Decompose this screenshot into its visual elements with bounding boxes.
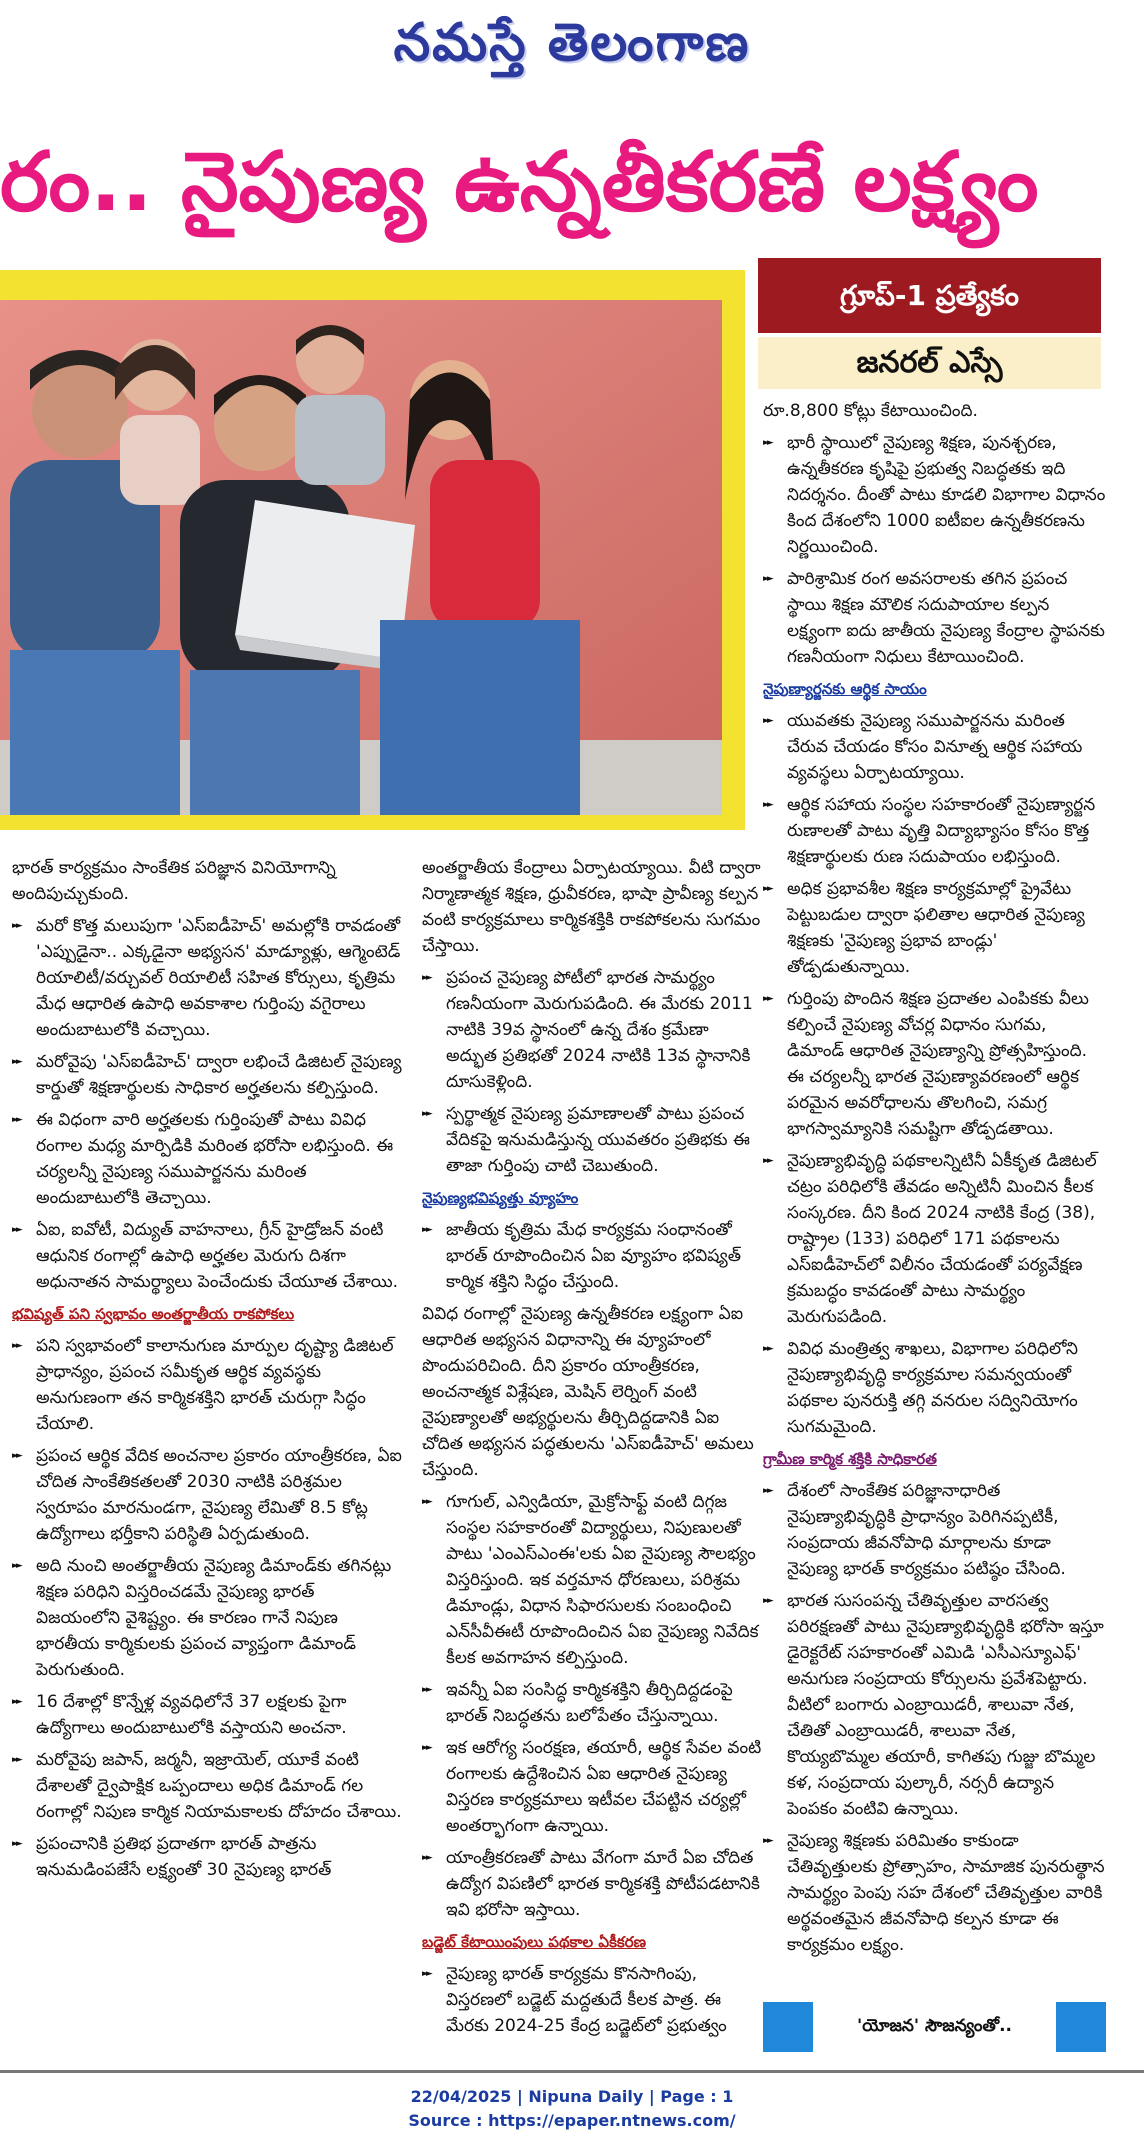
bullet-paragraph: ►► ప్రపంచానికి ప్రతిభ ప్రదాతగా భారత్ పాత్రను ఇనుమడింపజేసే లక్ష్యంతో 30 నైపుణ్య భారత్ [12,1831,402,1883]
footer-date-page: 22/04/2025 | Nipuna Daily | Page : 1 [410,2087,734,2106]
bullet-paragraph: ►► యాంత్రీకరణతో పాటు వేగంగా మారే ఏఐ చోదిత ఉద్యోగ విపణిలో భారత కార్మికశక్తి పోటీపడటానికి ఇవి భరోసా ఇస్తాయి. [422,1845,762,1923]
bullet-paragraph: ►► ప్రపంచ నైపుణ్య పోటీలో భారత సామర్థ్యం గణనీయంగా మెరుగుపడింది. ఈ మేరకు 2011 నాటికి 39వ స్థానంలో ఉన్న దేశం క్రమేణా అద్భుత ప్రతిభతో 2024 నాటికి 13వ స్థానానికి దూసుకెళ్లింది. [422,965,762,1095]
bullet-paragraph: ►► భారత సుసంపన్న చేతివృత్తుల వారసత్వ పరిరక్షణతో పాటు నైపుణ్యాభివృద్ధికి భరోసా ఇస్తూ డైరెక్టరేట్ సహకారంతో ఎమిడి 'ఎసీఎస్యూఎఫ్' అనుగుణ సంప్రదాయ కోర్సులను ప్రవేశపెట్టారు. వీటిలో బంగారు ఎంబ్రాయిడరీ, శాలువా నేత, చేతితో ఎంబ్రాయిడరీ, శాలువా నేత, కొయ్యబొమ్మల తయారీ, కాగితపు గుజ్జు బొమ్మల కళ, సంప్రదాయ పుల్కారీ, నర్సరీ ఉద్యాన పెంపకం వంటివి ఉన్నాయి. [763,1588,1106,1822]
article-column-2 [422,855,762,2045]
bullet-paragraph: ►► స్పర్థాత్మక నైపుణ్య ప్రమాణాలతో పాటు ప్రపంచ వేదికపై ఇనుమడిస్తున్న యువతరం ప్రతిభకు ఈ తాజా గుర్తింపు చాటి చెబుతుంది. [422,1101,762,1179]
bullet-paragraph: ►► గుర్తింపు పొందిన శిక్షణ ప్రదాతల ఎంపికకు వీలు కల్పించే నైపుణ్య వోచర్ల విధానం సుగమ, డిమాండ్ ఆధారిత నైపుణ్యాన్ని ప్రోత్సహిస్తుంది. ఈ చర్యలన్నీ భారత నైపుణ్యావరణంలో ఆర్థిక పరమైన అవరోధాలను తొలగించి, సమగ్ర భాగస్వామ్యానికి సమష్టిగా తోడ్పడతాయి. [763,986,1106,1142]
bullet-paragraph: ►► జాతీయ కృత్రిమ మేధ కార్యక్రమ సంధానంతో భారత్ రూపొందించిన ఏఐ వ్యూహం భవిష్యత్ కార్మిక శక్తిని సిద్ధం చేస్తుంది. [422,1217,762,1295]
bullet-paragraph: ►► మరోవైపు జపాన్, జర్మనీ, ఇజ్రాయెల్, యూకే వంటి దేశాలతో ద్వైపాక్షిక ఒప్పందాలు అధిక డిమాండ్ గల రంగాల్లో నిపుణ కార్మిక నియామకాలకు దోహదం చేశాయి. [12,1747,402,1825]
bullet-paragraph: ►► మరోవైపు 'ఎస్ఐడీహెచ్' ద్వారా లభించే డిజిటల్ నైపుణ్య కార్డుతో శిక్షణార్థులకు సాధికార అర్హతలను కల్పిస్తుంది. [12,1049,402,1101]
bullet-paragraph: ►► ఆర్థిక సహాయ సంస్థల సహకారంతో నైపుణ్యార్జన రుణాలతో పాటు వృత్తి విద్యాభ్యాసం కోసం కొత్త శిక్షణార్థులకు రుణ సదుపాయం లభిస్తుంది. [763,792,1106,870]
body-paragraph: భారత్ కార్యక్రమం సాంకేతిక పరిజ్ఞాన వినియోగాన్ని అందిపుచ్చుకుంది. [12,858,336,904]
credit-text: 'యోజన' సౌజన్యంతో.. [856,2016,1013,2036]
page-footer [0,2070,1144,2150]
credit-box [763,2000,1106,2052]
article-column-1 [12,855,402,1889]
bullet-paragraph: ►► పని స్వభావంలో కాలానుగుణ మార్పుల దృష్ట్యా డిజిటల్ ప్రాధాన్యం, ప్రపంచ సమీకృత ఆర్థిక వ్యవస్థకు అనుగుణంగా తన కార్మికశక్తిని భారత్ చురుగ్గా సిద్ధం చేయాలి. [12,1333,402,1437]
body-paragraph: అంతర్జాతీయ కేంద్రాలు ఏర్పాటయ్యాయి. వీటి ద్వారా నిర్మాణాత్మక శిక్షణ, ధ్రువీకరణ, భాషా ప్రావీణ్య కల్పన వంటి కార్యక్రమాలు కార్మికశక్తికి రాకపోకలను సుగమం చేస్తాయి. [422,858,761,956]
body-paragraph: వివిధ రంగాల్లో నైపుణ్య ఉన్నతీకరణ లక్ష్యంగా ఏఐ ఆధారిత అభ్యసన విధానాన్ని ఈ వ్యూహంలో పొందుపరిచింది. దీని ప్రకారం యాంత్రీకరణ, అంచనాత్మక విశ్లేషణ, మెషిన్ లెర్నింగ్ వంటి నైపుణ్యాలతో అభ్యర్థులను తీర్చిదిద్దడానికి ఏఐ చోదిత అభ్యసన పద్ధతులను 'ఎస్ఐడీహెచ్' అమలు చేస్తుంది. [422,1304,754,1480]
bullet-paragraph: ►► యువతకు నైపుణ్య సముపార్జనను మరింత చేరువ చేయడం కోసం వినూత్న ఆర్థిక సహాయ వ్యవస్థలు ఏర్పాటయ్యాయి. [763,708,1106,786]
headline-text: రం.. నైపుణ్య ఉన్నతీకరణే లక్ష్యం [0,135,1039,230]
bullet-paragraph: ►► వివిధ మంత్రిత్వ శాఖలు, విభాగాల పరిధిలోని నైపుణ్యాభివృద్ధి కార్యక్రమాల సమన్వయంతో పథకాల పునరుక్తి తగ్గి వనరుల సద్వినియోగం సుగమమైంది. [763,1336,1106,1440]
bullet-paragraph: ►► నైపుణ్య శిక్షణకు పరిమితం కాకుండా చేతివృత్తులకు ప్రోత్సాహం, సామాజిక పునరుత్థాన సామర్థ్యం పెంపు సహ దేశంలో చేతివృత్తుల వారికి అర్థవంతమైన జీవనోపాధి కల్పన కూడా ఈ కార్యక్రమం లక్ష్యం. [763,1828,1106,1958]
bullet-paragraph: ►► పారిశ్రామిక రంగ అవసరాలకు తగిన ప్రపంచ స్థాయి శిక్షణ మౌలిక సదుపాయాల కల్పన లక్ష్యంగా ఐదు జాతీయ నైపుణ్య కేంద్రాల స్థాపనకు గణనీయంగా నిధులు కేటాయించింది. [763,566,1106,670]
footer-source: Source : https://epaper.ntnews.com/ [408,2111,736,2130]
credit-left-square [763,2002,813,2052]
bullet-paragraph: ►► ఇక ఆరోగ్య సంరక్షణ, తయారీ, ఆర్థిక సేవల వంటి రంగాలకు ఉద్దేశించిన ఏఐ ఆధారిత నైపుణ్య విస్తరణ కార్యక్రమాలు ఇటీవల చేపట్టిన చర్యల్లో అంతర్భాగంగా ఉన్నాయి. [422,1735,762,1839]
body-paragraph: రూ.8,800 కోట్లు కేటాయించింది. [763,401,978,421]
bullet-paragraph: ►► మరో కొత్త మలుపుగా 'ఎస్ఐడీహెచ్' అమల్లోకి రావడంతో 'ఎప్పుడైనా.. ఎక్కడైనా అభ్యసన' మాడ్యూళ్లు, ఆగ్మెంటెడ్ రియాలిటీ/వర్చువల్ రియాలిటీ సహిత కోర్సులు, కృత్రిమ మేధ ఆధారిత ఉపాధి అవకాశాల గుర్తింపు వగైరాలు అందుబాటులోకి వచ్చాయి. [12,913,402,1043]
section-heading: భవిష్యత్ పని స్వభావం అంతర్జాతీయ రాకపోకలు [12,1305,295,1323]
bullet-paragraph: ►► దేశంలో సాంకేతిక పరిజ్ఞానాధారిత నైపుణ్యాభివృద్ధికి ప్రాధాన్యం పెరిగినప్పటికీ, సంప్రదాయ జీవనోపాధి మార్గాలను కూడా నైపుణ్య భారత్ కార్యక్రమం పటిష్ఠం చేసింది. [763,1478,1106,1582]
bullet-paragraph: ►► ప్రపంచ ఆర్థిక వేదిక అంచనాల ప్రకారం యాంత్రీకరణ, ఏఐ చోదిత సాంకేతికతలతో 2030 నాటికి పరిశ్రమల స్వరూపం మారనుండగా, నైపుణ్య లేమితో 8.5 కోట్ల ఉద్యోగాలు భర్తీకాని పరిస్థితి ఏర్పడుతుంది. [12,1443,402,1547]
credit-right-square [1056,2002,1106,2052]
section-heading: గ్రామీణ కార్మిక శక్తికి సాధికారత [763,1450,937,1468]
bullet-paragraph: ►► గూగుల్, ఎన్విడియా, మైక్రోసాఫ్ట్ వంటి దిగ్గజ సంస్థల సహకారంతో విద్యార్థులు, నిపుణులతో పాటు 'ఎంఎస్ఎంఈ'లకు ఏఐ నైపుణ్య సౌలభ్యం విస్తరిస్తుంది. ఇక వర్తమాన ధోరణులు, పరిశ్రమ డిమాండ్లు, విధాన సిఫారసులకు సంబంధించి ఎన్‌సీవీఈటీ రూపొందించిన ఏఐ నైపుణ్య నివేదిక కీలక అవగాహన కల్పిస్తుంది. [422,1489,762,1671]
bullet-paragraph: ►► నైపుణ్య భారత్ కార్యక్రమ కొనసాగింపు, విస్తరణలో బడ్జెట్ మద్దతుదే కీలక పాత్ర. ఈ మేరకు 2024-25 కేంద్ర బడ్జెట్‌లో ప్రభుత్వం [422,1961,762,2039]
bullet-paragraph: ►► 16 దేశాల్లో కొన్నేళ్ల వ్యవధిలోనే 37 లక్షలకు పైగా ఉద్యోగాలు అందుబాటులోకి వస్తాయని అంచనా. [12,1689,402,1741]
section-label-essay: జనరల్ ఎస్సే [758,337,1101,389]
section-label-group1: గ్రూప్-1 ప్రత్యేకం [758,258,1101,333]
masthead-title: నమస్తే తెలంగాణ [393,12,751,73]
bullet-paragraph: ►► ఈ విధంగా వారి అర్హతలకు గుర్తింపుతో పాటు వివిధ రంగాల మధ్య మార్పిడికి మరింత భరోసా లభిస్తుంది. ఈ చర్యలన్నీ నైపుణ్య సముపార్జనను మరింత అందుబాటులోకి తెచ్చాయి. [12,1107,402,1211]
section-heading: నైపుణ్యార్జనకు ఆర్థిక సాయం [763,680,927,698]
bullet-paragraph: ►► అధిక ప్రభావశీల శిక్షణ కార్యక్రమాల్లో ప్రైవేటు పెట్టుబడుల ద్వారా ఫలితాల ఆధారిత నైపుణ్య శిక్షణకు 'నైపుణ్య ప్రభావ బాండ్లు' తోడ్పడుతున్నాయి. [763,876,1106,980]
bullet-paragraph: ►► భారీ స్థాయిలో నైపుణ్య శిక్షణ, పునశ్చరణ, ఉన్నతీకరణ కృషిపై ప్రభుత్వ నిబద్ధతకు ఇది నిదర్శనం. దీంతో పాటు కూడలి విభాగాల విధానం కింద దేశంలోని 1000 ఐటీఐల ఉన్నతీకరణను నిర్ణయించింది. [763,430,1106,560]
bullet-paragraph: ►► అది నుంచి అంతర్జాతీయ నైపుణ్య డిమాండ్‌కు తగినట్లు శిక్షణ పరిధిని విస్తరించడమే నైపుణ్య భారత్ విజయంలోని వైశిష్ట్యం. ఈ కారణం గానే నిపుణ భారతీయ కార్మికులకు ప్రపంచ వ్యాప్తంగా డిమాండ్ పెరుగుతుంది. [12,1553,402,1683]
article-column-3 [763,398,1106,1964]
masthead [0,0,1144,92]
students-photo [0,300,722,815]
bullet-paragraph: ►► ఏఐ, ఐవోటీ, విద్యుత్ వాహనాలు, గ్రీన్ హైడ్రోజన్ వంటి ఆధునిక రంగాల్లో ఉపాధి అర్హతల మెరుగు దిశగా అధునాతన సామర్థ్యాలు పెంచేందుకు చేయూత చేశాయి. [12,1217,402,1295]
section-heading: బడ్జెట్ కేటాయింపులు పథకాల ఏకీకరణ [422,1933,647,1951]
bullet-paragraph: ►► ఇవన్నీ ఏఐ సంసిద్ధ కార్మికశక్తిని తీర్చిదిద్దడంపై భారత్ నిబద్ధతను బలోపేతం చేస్తున్నాయి. [422,1677,762,1729]
headline [0,108,1144,258]
bullet-paragraph: ►► నైపుణ్యాభివృద్ధి పథకాలన్నిటినీ ఏకీకృత డిజిటల్ చట్రం పరిధిలోకి తేవడం అన్నిటినీ మించిన కీలక సంస్కరణ. దీని కింద 2024 నాటికి కేంద్ర (38), రాష్ట్రాల (133) పరిధిలో 171 పథకాలను ఎస్ఐడీహెచ్‌లో విలీనం చేయడంతో పర్యవేక్షణ క్రమబద్ధం కావడంతో పాటు సామర్థ్యం మెరుగుపడింది. [763,1148,1106,1330]
section-heading: నైపుణ్యభవిష్యత్తు వ్యూహం [422,1189,579,1207]
